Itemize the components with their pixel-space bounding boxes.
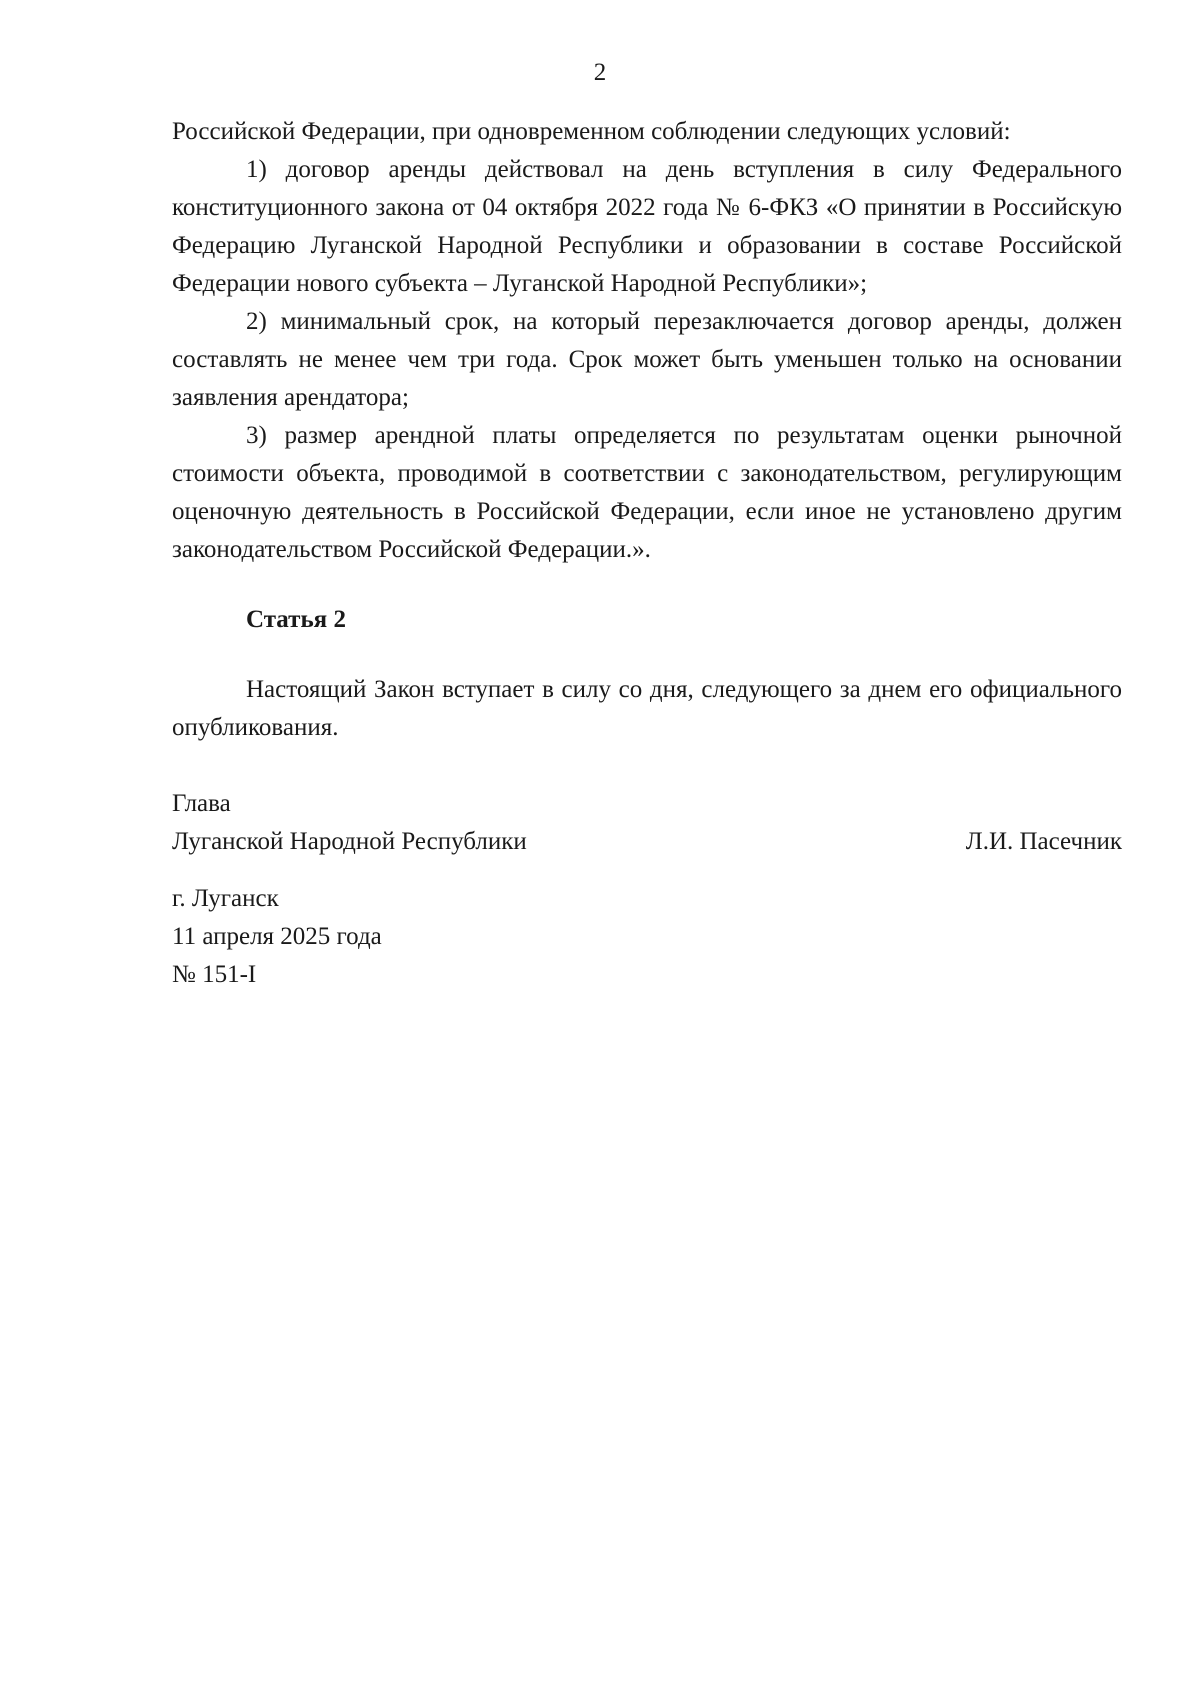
place-city: г. Луганск (172, 885, 279, 912)
signature-row (172, 823, 1122, 861)
article-2-text: Настоящий Закон вступает в силу со дня, следующего за днем его официального опубликования. (172, 676, 1122, 741)
signatory-title-line2: Луганской Народной Республики (172, 828, 527, 855)
law-date: 11 апреля 2025 года (172, 923, 382, 950)
place-date-block (172, 880, 1122, 994)
condition-item-3: 3) размер арендной платы определяется по результатам оценки рыночной стоимости объекта, проводимой в соответствии с законодательством, регулирующим оценочную деятельность в Российской Федерации, если иное не установлено другим законодательством Российской Федерации.». (172, 422, 1122, 563)
article-2-heading: Статья 2 (246, 606, 346, 633)
condition-item-2: 2) минимальный срок, на который перезаключается договор аренды, должен составлять не менее чем три года. Срок может быть уменьшен только на основании заявления арендатора; (172, 308, 1122, 411)
document-body (172, 113, 1122, 994)
law-number: № 151-I (172, 961, 257, 988)
signature-block (172, 785, 1122, 861)
signatory-name: Л.И. Пасечник (965, 828, 1122, 855)
page-number: 2 (593, 59, 607, 86)
signatory-title-line1: Глава (172, 790, 231, 817)
intro-paragraph: Российской Федерации, при одновременном соблюдении следующих условий: (172, 118, 1011, 145)
condition-item-1: 1) договор аренды действовал на день вступления в силу Федерального конституционного закона от 04 октября 2022 года № 6-ФКЗ «О принятии в Российскую Федерацию Луганской Народной Республики и образовании в составе Российской Федерации нового субъекта – Луганской Народной Республики»; (172, 156, 1122, 297)
